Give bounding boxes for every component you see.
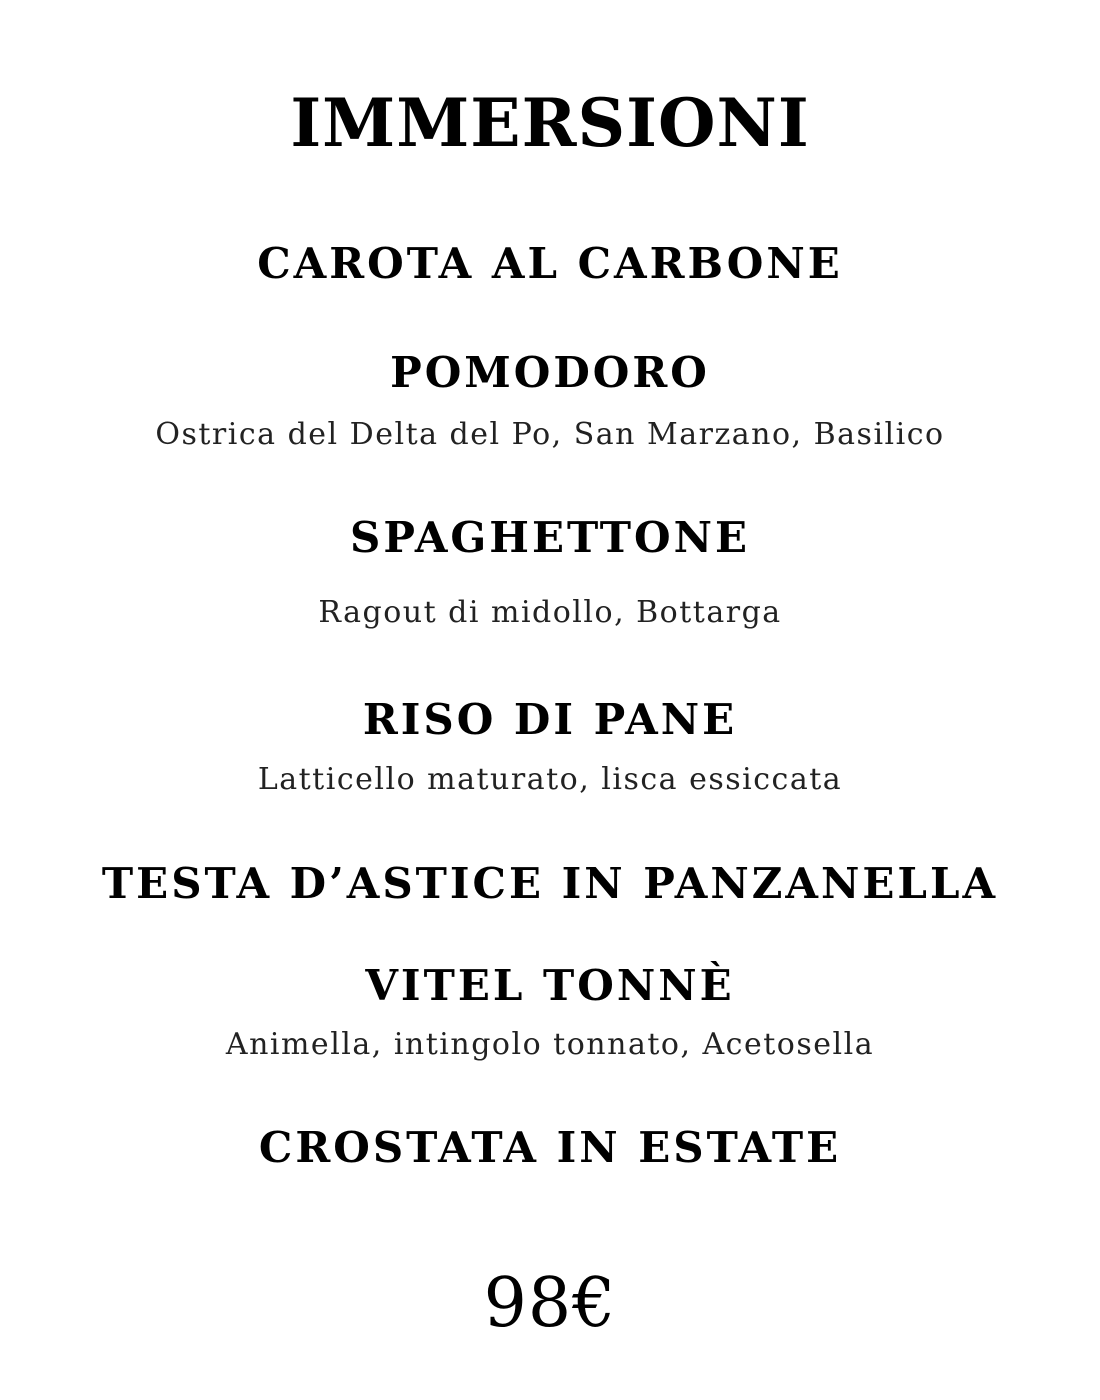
course-description-riso-di-pane: Latticello maturato, lisca essiccata: [257, 762, 843, 797]
course-description-vitel-tonne: Animella, intingolo tonnato, Acetosella: [225, 1027, 875, 1062]
course-name-riso-di-pane: RISO DI PANE: [362, 695, 738, 744]
course-description-spaghettone: Ragout di midollo, Bottarga: [318, 595, 782, 630]
course-name-carota: CAROTA AL CARBONE: [257, 239, 843, 288]
menu-title: IMMERSIONI: [290, 84, 810, 162]
course-name-vitel-tonne: VITEL TONNÈ: [365, 961, 735, 1010]
course-name-crostata: CROSTATA IN ESTATE: [258, 1123, 842, 1172]
course-name-pomodoro: POMODORO: [390, 348, 710, 397]
course-name-testa-d-astice: TESTA D’ASTICE IN PANZANELLA: [101, 859, 999, 908]
menu-price: 98€: [483, 1264, 617, 1343]
course-name-spaghettone: SPAGHETTONE: [349, 513, 750, 562]
course-description-pomodoro: Ostrica del Delta del Po, San Marzano, Basilico: [155, 417, 945, 452]
